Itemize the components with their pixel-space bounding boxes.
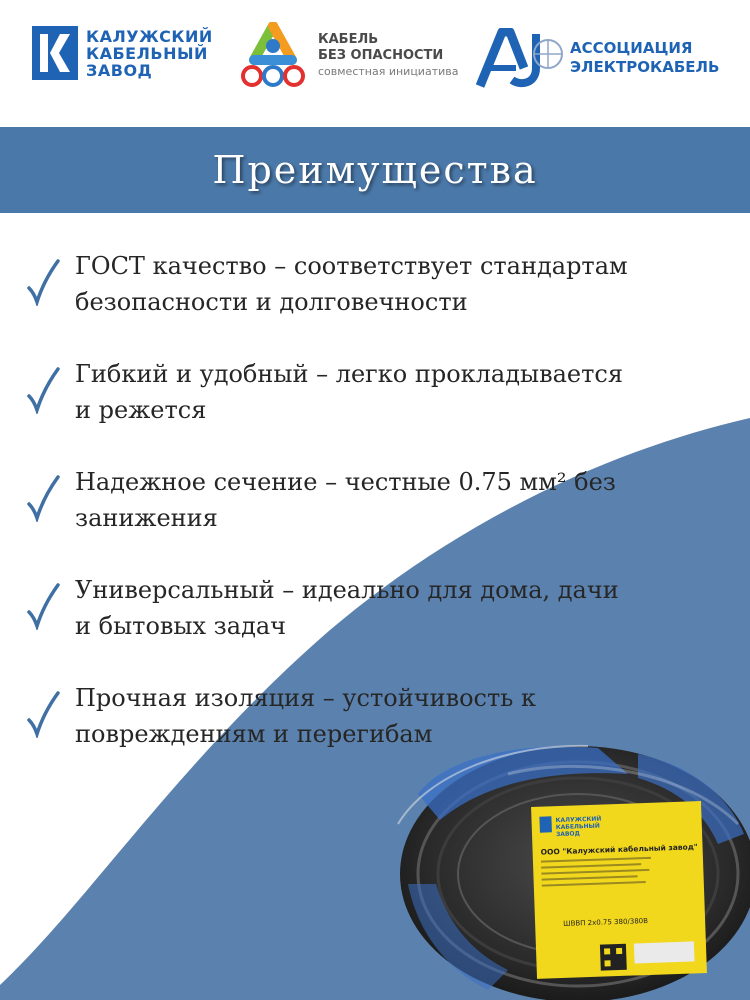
advantage-line-1: Гибкий и удобный – легко прокладывается (75, 360, 623, 388)
kbo-logo-text (318, 32, 458, 79)
advantage-text (75, 572, 675, 644)
checkmark-icon (26, 690, 60, 738)
advantages-banner (0, 127, 750, 213)
kbo-line-3: совместная инициатива (318, 64, 459, 78)
kkz-logo (32, 26, 213, 80)
ae-line-2: ЭЛЕКТРОКАБЕЛЬ (570, 58, 720, 76)
kkz-line-2: КАБЕЛЬНЫЙ (86, 43, 208, 63)
checkmark-icon (26, 474, 60, 522)
kbo-logo (240, 22, 458, 88)
checkmark-icon (26, 366, 60, 414)
label-brand-line-2: КАБЕЛЬНЫЙ (555, 822, 600, 832)
label-company: ООО "Калужский кабельный завод" (540, 842, 698, 857)
ae-line-1: АССОЦИАЦИЯ (570, 39, 693, 57)
kkz-line-1: КАЛУЖСКИЙ (86, 26, 213, 46)
cable-coil-image (388, 734, 750, 1000)
label-brand-line-3: ЗАВОД (555, 830, 581, 839)
checkmark-icon (26, 582, 60, 630)
ae-logo (476, 28, 719, 88)
logo-row (0, 0, 750, 125)
kbo-line-2: БЕЗ ОПАСНОСТИ (318, 47, 444, 63)
advantage-line-2: и режется (75, 396, 207, 424)
advantage-line-1: Прочная изоляция – устойчивость к (75, 684, 536, 712)
checkmark-icon (26, 258, 60, 306)
kbo-logo-icon (240, 22, 306, 88)
advantage-line-2: и бытовых задач (75, 612, 287, 640)
advantage-line-2: безопасности и долговечности (75, 288, 468, 316)
label-brand-line-1: КАЛУЖСКИЙ (555, 815, 602, 825)
banner-title: Преимущества (212, 148, 538, 192)
advantage-line-1: ГОСТ качество – соответствует стандартам (75, 252, 628, 280)
advantage-line-1: Надежное сечение – честные 0.75 мм² без (75, 468, 616, 496)
qr-code-icon (600, 944, 627, 971)
advantage-line-2: повреждениям и перегибам (75, 720, 433, 748)
kbo-line-1: КАБЕЛЬ (318, 31, 379, 47)
ae-logo-text (570, 39, 719, 77)
kkz-line-3: ЗАВОД (86, 60, 153, 80)
kkz-logo-text (86, 28, 213, 79)
advantage-text (75, 464, 675, 536)
advantage-text (75, 356, 675, 428)
ae-logo-icon (476, 28, 566, 88)
kkz-logo-icon (32, 26, 78, 80)
advantage-text (75, 248, 675, 320)
label-mark: ШВВП 2х0.75 380/380В (563, 916, 649, 928)
advantage-line-2: занижения (75, 504, 218, 532)
advantage-line-1: Универсальный – идеально для дома, дачи (75, 576, 619, 604)
